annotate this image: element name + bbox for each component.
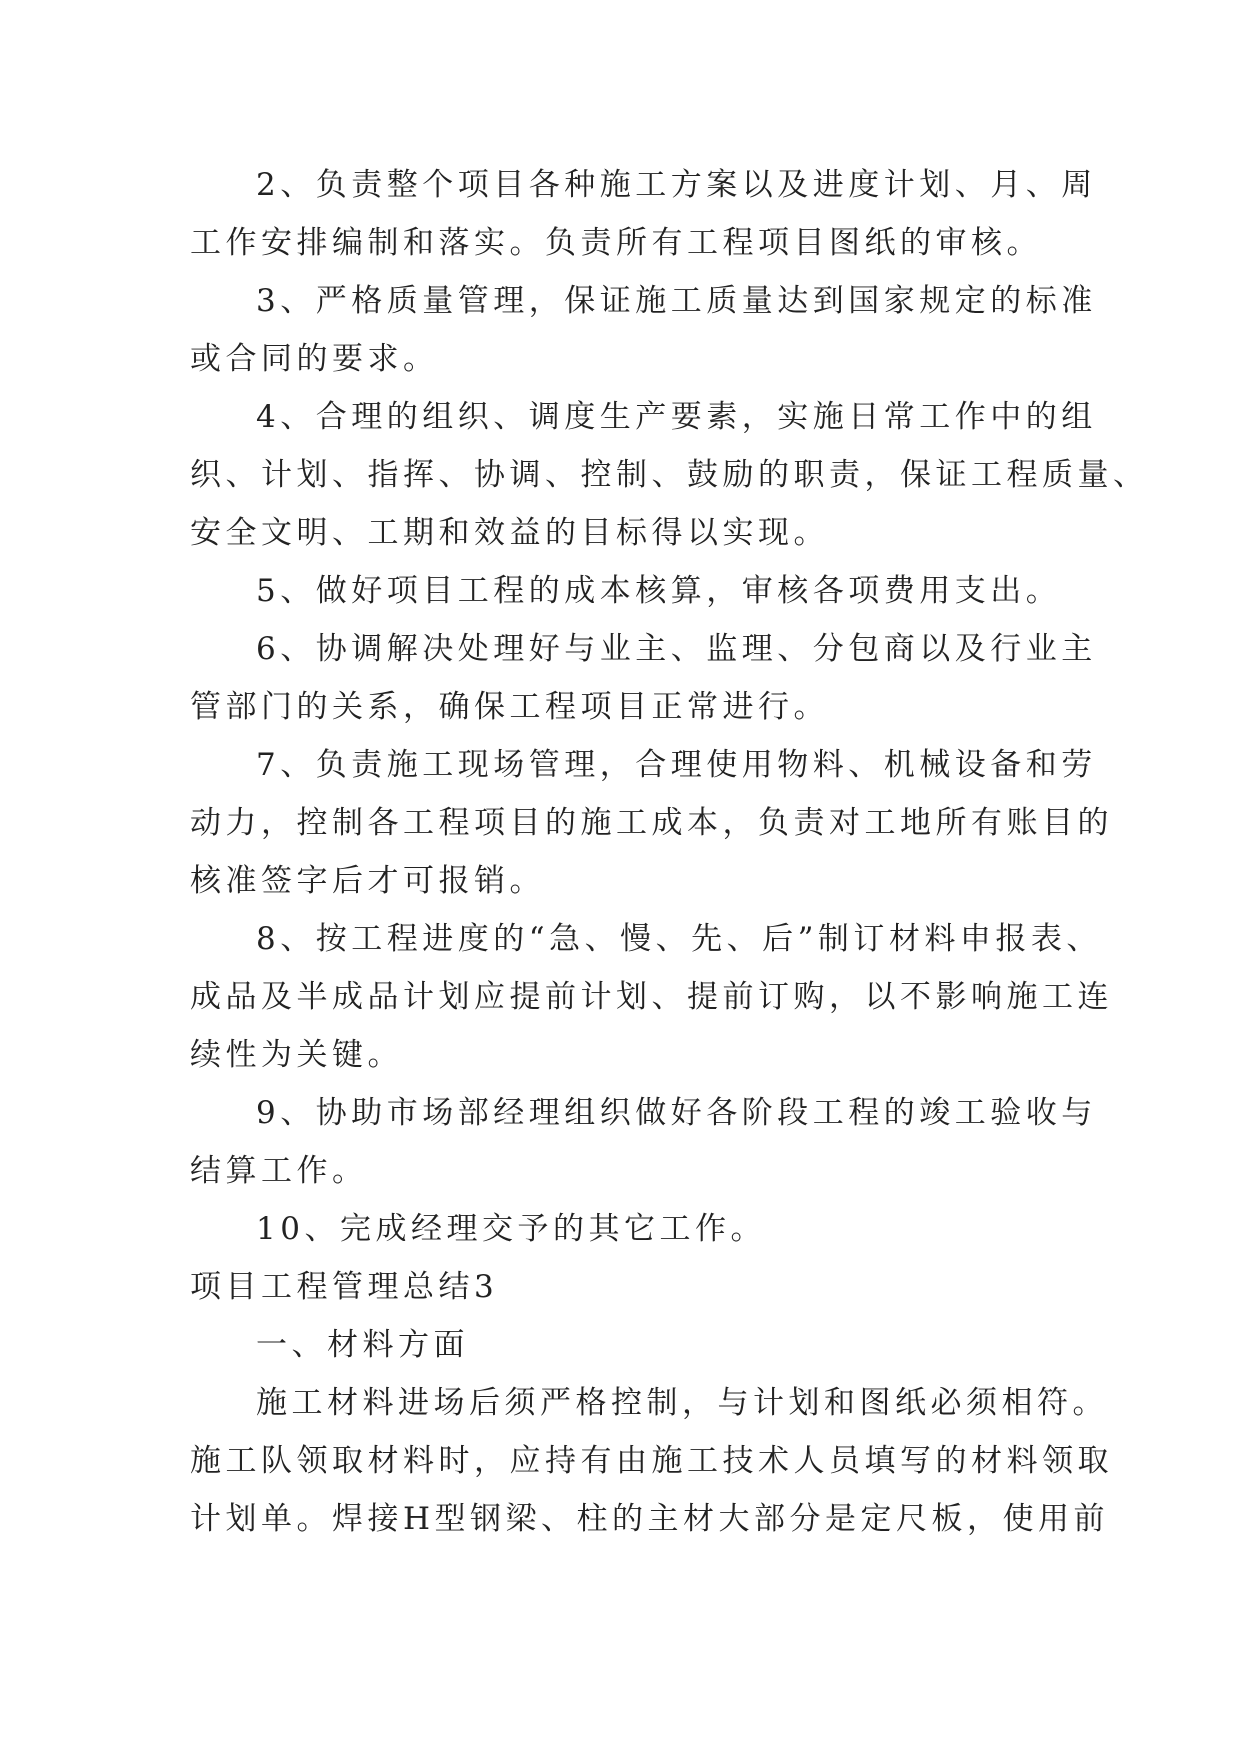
- paragraph-line: 安全文明、工期和效益的目标得以实现。: [190, 515, 829, 551]
- paragraph-line: 3、严格质量管理，保证施工质量达到国家规定的标准: [256, 283, 1097, 319]
- paragraph-line: 2、负责整个项目各种施工方案以及进度计划、月、周: [256, 167, 1097, 203]
- paragraph-line: 或合同的要求。: [190, 341, 439, 377]
- paragraph-line: 10、完成经理交予的其它工作。: [256, 1211, 766, 1247]
- paragraph-line: 5、做好项目工程的成本核算，审核各项费用支出。: [256, 573, 1062, 609]
- paragraph-line: 7、负责施工现场管理，合理使用物料、机械设备和劳: [256, 747, 1097, 783]
- paragraph-line: 织、计划、指挥、协调、控制、鼓励的职责，保证工程质量、: [190, 457, 1149, 493]
- paragraph-line: 6、协调解决处理好与业主、监理、分包商以及行业主: [256, 631, 1097, 667]
- paragraph-line: 动力，控制各工程项目的施工成本，负责对工地所有账目的: [190, 805, 1113, 841]
- paragraph-line: 成品及半成品计划应提前计划、提前订购，以不影响施工连: [190, 979, 1113, 1015]
- subsection-title: 一、材料方面: [256, 1327, 469, 1363]
- paragraph-line: 续性为关键。: [190, 1037, 403, 1073]
- paragraph-line: 9、协助市场部经理组织做好各阶段工程的竣工验收与: [256, 1095, 1097, 1131]
- paragraph-line: 8、按工程进度的“急、慢、先、后”制订材料申报表、: [256, 921, 1102, 957]
- paragraph-line: 工作安排编制和落实。负责所有工程项目图纸的审核。: [190, 225, 1042, 261]
- paragraph-line: 施工队领取材料时，应持有由施工技术人员填写的材料领取: [190, 1443, 1113, 1479]
- paragraph-line: 核准签字后才可报销。: [190, 863, 545, 899]
- paragraph-line: 施工材料进场后须严格控制，与计划和图纸必须相符。: [256, 1385, 1108, 1421]
- paragraph-line: 管部门的关系，确保工程项目正常进行。: [190, 689, 829, 725]
- section-title: 项目工程管理总结3: [190, 1269, 499, 1305]
- paragraph-line: 4、合理的组织、调度生产要素，实施日常工作中的组: [256, 399, 1097, 435]
- paragraph-line: 结算工作。: [190, 1153, 368, 1189]
- paragraph-line: 计划单。焊接H型钢梁、柱的主材大部分是定尺板，使用前: [190, 1501, 1110, 1537]
